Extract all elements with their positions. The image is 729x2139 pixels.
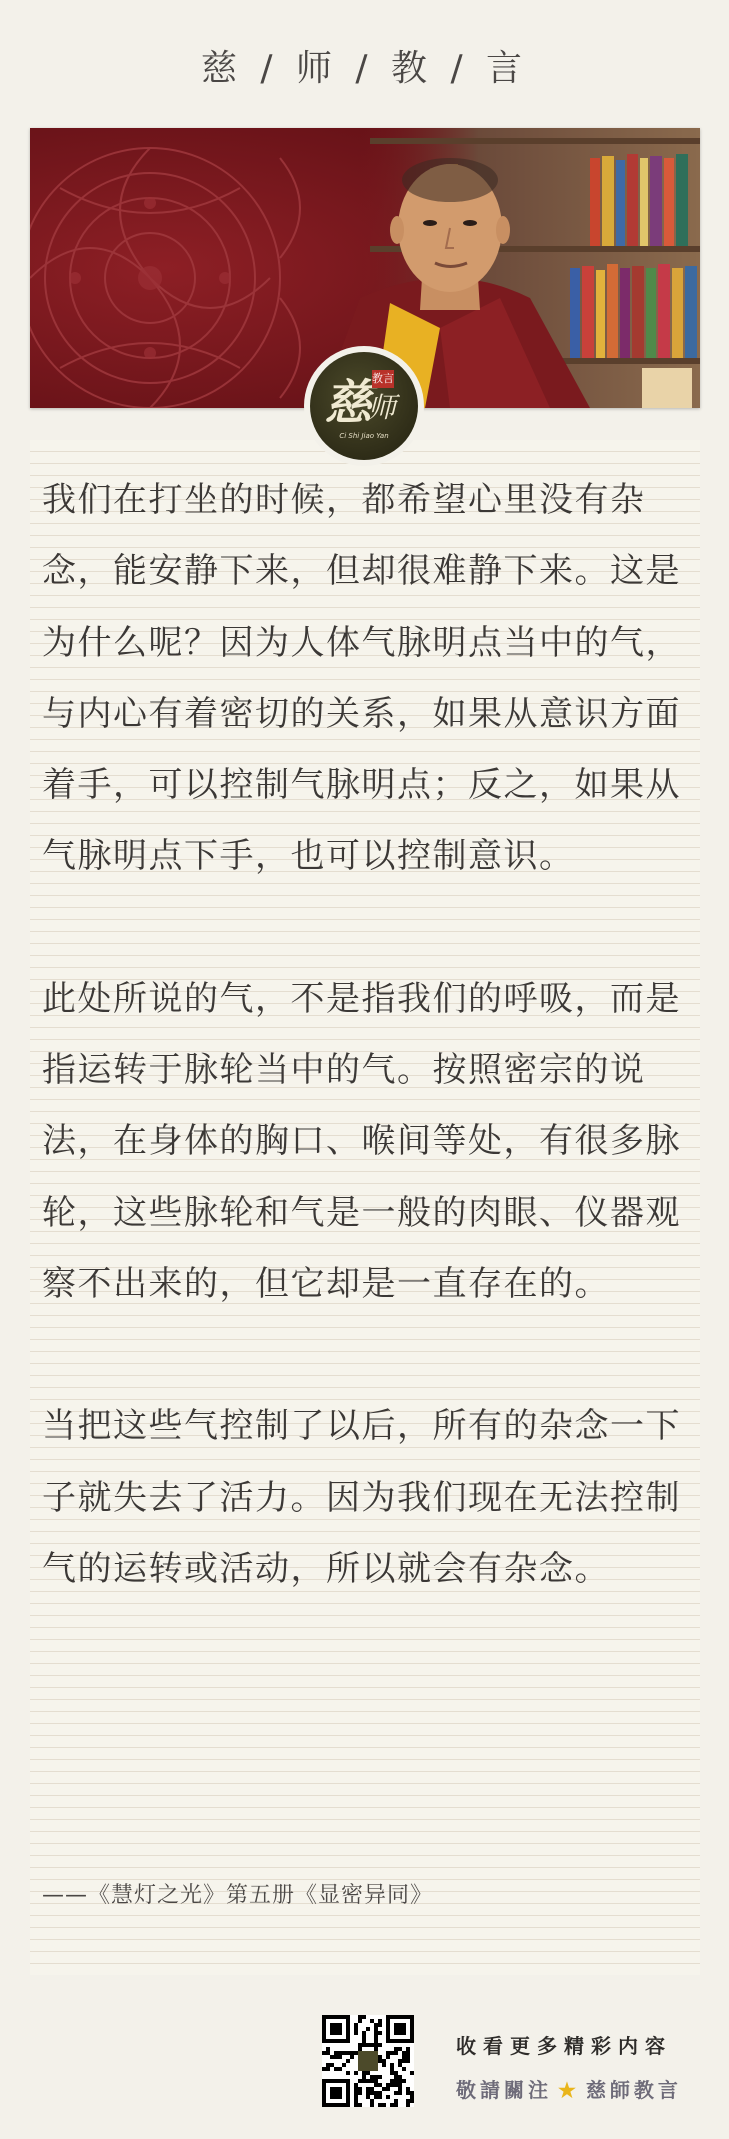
paragraph: 当把这些气控制了以后，所有的杂念一下子就失去了活力。因为我们现在无法控制气的运转或活动，所以就会有杂念。 [42,1406,681,1589]
paragraph: 我们在打坐的时候，都希望心里没有杂念，能安静下来，但却很难静下来。这是为什么呢？因为人体气脉明点当中的气，与内心有着密切的关系，如果从意识方面着手，可以控制气脉明点；反之，如果从气脉明点下手，也可以控制意识。 [42,480,681,877]
logo-subtitle: Ci Shi Jiao Yan [339,432,389,440]
star-icon: ★ [558,2078,580,2102]
promo-text: 收看更多精彩内容 [456,2034,672,2058]
page-title: 慈 / 师 / 教 / 言 [200,48,529,89]
logo-character: 慈 [324,375,373,431]
article-body [42,465,692,1605]
paragraph: 此处所说的气，不是指我们的呼吸，而是指运转于脉轮当中的气。按照密宗的说法，在身体的胸口、喉间等处，有很多脉轮，这些脉轮和气是一般的肉眼、仪器观察不出来的，但它却是一直存在的。 [42,978,681,1304]
brand-logo-emblem [310,352,418,460]
brand-logo [304,346,424,466]
qr-code-icon[interactable] [322,2015,414,2107]
logo-seal: 教言 [372,370,394,388]
account-name: 慈師教言 [585,2078,682,2102]
logo-character: 师 [368,391,397,424]
source-citation: ——《慧灯之光》第五册《显密异同》 [42,1883,434,1908]
follow-prompt [456,2074,682,2103]
follow-label: 敬請關注 [456,2078,552,2102]
